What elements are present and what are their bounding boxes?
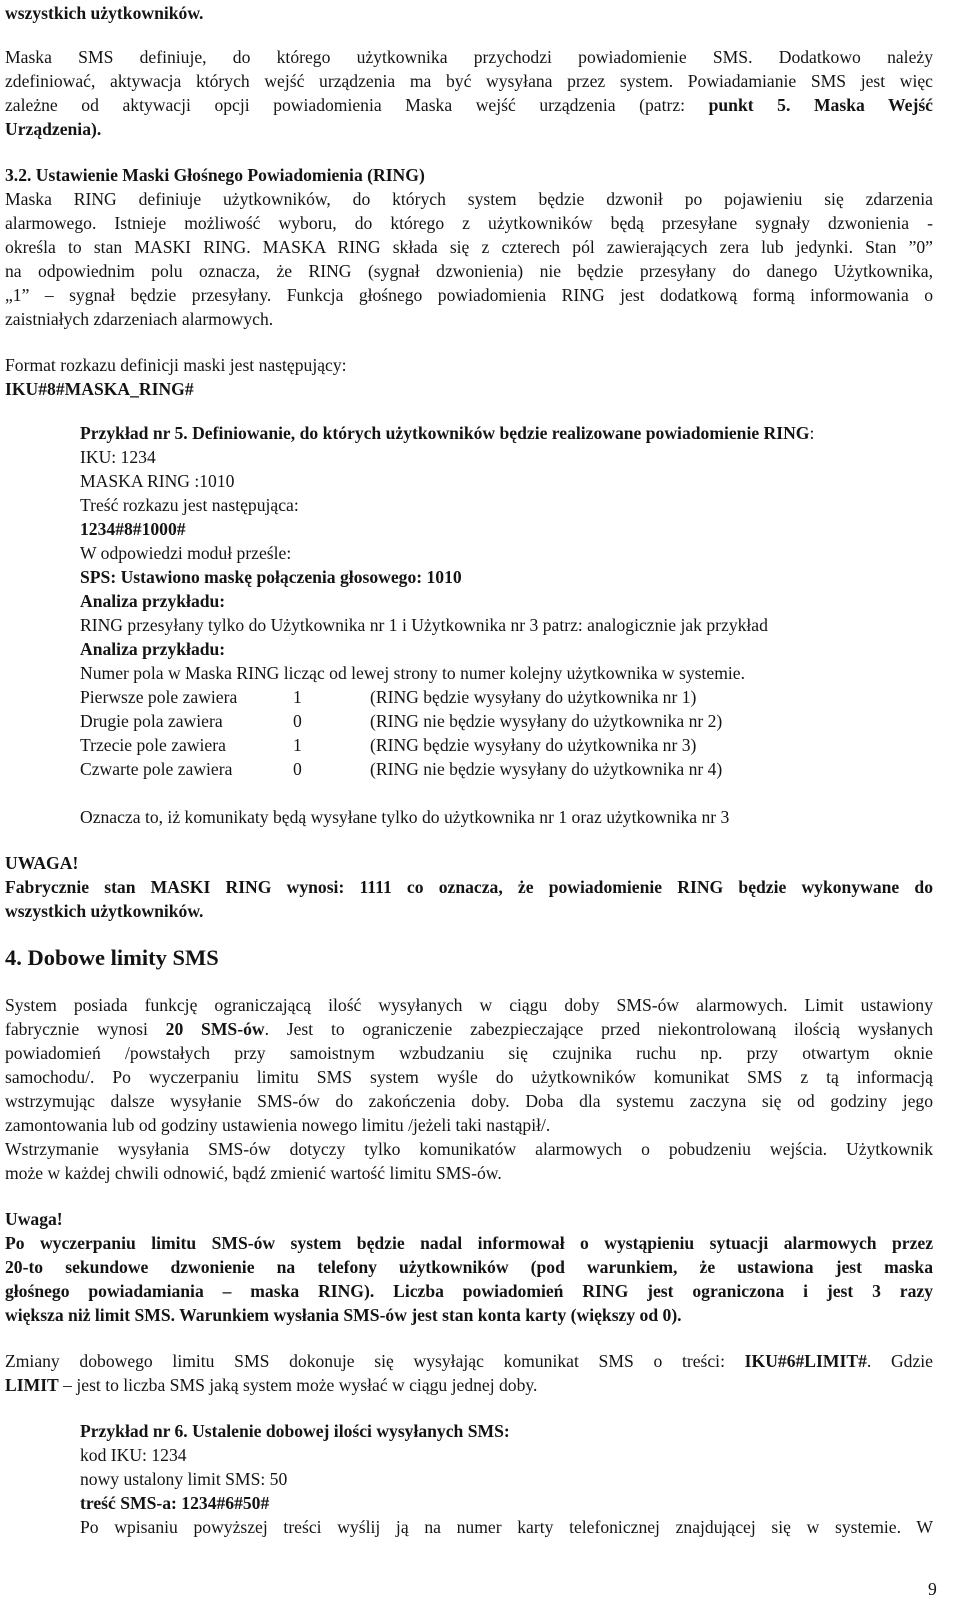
field-value: 0 (293, 759, 302, 779)
text-line: Fabrycznie stan MASKI RING wynosi: 1111 co oznacza, że powiadomienie RING będzie wykonywane do (5, 877, 933, 897)
page-number: 9 (928, 1579, 937, 1599)
text-line: Numer pola w Maska RING licząc od lewej strony to numer kolejny użytkownika w systemie. (80, 663, 745, 683)
text-line: określa to stan MASKI RING. MASKA RING składa się z czterech pól zawierających zera lub jedynki. Stan ”0” (5, 237, 933, 257)
text-line: RING przesyłany tylko do Użytkownika nr 1 i Użytkownika nr 3 patrz: analogicznie jak przykład (80, 615, 768, 635)
text-line: Format rozkazu definicji maski jest następujący: (5, 355, 347, 375)
text-line: Przykład nr 6. Ustalenie dobowej ilości wysyłanych SMS: (80, 1421, 510, 1441)
field-note: (RING nie będzie wysyłany do użytkownika nr 4) (370, 759, 723, 779)
text-line: Oznacza to, iż komunikaty będą wysyłane tylko do użytkownika nr 1 oraz użytkownika nr 3 (80, 807, 730, 827)
text-line: Analiza przykładu: (80, 639, 226, 659)
text-line (5, 1374, 933, 1398)
text-line: UWAGA! (5, 853, 79, 873)
text-line: zamontowania lub od godziny ustawienia nowego limitu /jeżeli taki nastąpił/. (5, 1115, 551, 1135)
section-heading: 4. Dobowe limity SMS (5, 945, 219, 970)
text-segment: . Jest to ograniczenie zabezpieczające przed niekontrolowaną ilością wysłanych (264, 1019, 933, 1039)
text-segment: Przykład nr 5. Definiowanie, do których użytkowników będzie realizowane powiadomienie RING (80, 423, 810, 443)
text-segment: System posiada funkcję ograniczającą ilość wysyłanych w ciągu doby SMS-ów alarmowych. Limit ustawiony (5, 995, 933, 1015)
field-label: Drugie pola zawiera (80, 711, 223, 731)
text-line: głośnego powiadamiania – maska RING). Liczba powiadomień RING jest ograniczona i jest 3 razy (5, 1281, 933, 1301)
text-line: Analiza przykładu: (80, 591, 226, 611)
field-label: Trzecie pole zawiera (80, 735, 226, 755)
text-line: nowy ustalony limit SMS: 50 (80, 1469, 288, 1489)
text-line: IKU#8#MASKA_RING# (5, 379, 194, 399)
text-line: 20-to sekundowe dzwonienie na telefony użytkowników (pod warunkiem, że ustawiona jest maska (5, 1257, 933, 1277)
field-value: 1 (293, 687, 302, 707)
text-line: W odpowiedzi moduł prześle: (80, 543, 292, 563)
text-segment: 20 SMS-ów (165, 1019, 265, 1039)
text-segment: fabrycznie wynosi (5, 1019, 166, 1039)
text-line: Uwaga! (5, 1209, 63, 1229)
text-line: wszystkich użytkowników. (5, 3, 204, 23)
text-line: SPS: Ustawiono maskę połączenia głosowego: 1010 (80, 567, 462, 587)
field-note: (RING będzie wysyłany do użytkownika nr 1) (370, 687, 697, 707)
text-line: Maska RING definiuje użytkowników, do których system będzie dzwonił po pojawieniu się zdarzenia (5, 189, 933, 209)
text-line: powiadomień /powstałych przy samoistnym wzbudzaniu się czujnika ruchu np. przy otwartym oknie (5, 1043, 933, 1063)
text-line: na odpowiednim polu oznacza, że RING (sygnał dzwonienia) nie będzie przesyłany do danego Użytkownika, (5, 261, 933, 281)
text-line: Urządzenia). (5, 119, 102, 139)
text-line: Treść rozkazu jest następująca: (80, 495, 299, 515)
text-line: może w każdej chwili odnowić, bądź zmienić wartość limitu SMS-ów. (5, 1163, 502, 1183)
text-segment: – jest to liczba SMS jaką system może wysłać w ciągu jednej doby. (58, 1375, 538, 1395)
field-note: (RING będzie wysyłany do użytkownika nr 3) (370, 735, 697, 755)
text-line: Po wyczerpaniu limitu SMS-ów system będzie nadal informował o wystąpieniu sytuacji alarmowych przez (5, 1233, 933, 1253)
field-value: 1 (293, 735, 302, 755)
text-line (80, 422, 933, 446)
text-segment: Zmiany dobowego limitu SMS dokonuje się wysyłając komunikat SMS o treści: (5, 1351, 745, 1371)
text-segment: zależne od aktywacji opcji powiadomienia Maska wejść urządzenia (patrz: (5, 95, 709, 115)
text-line: wstrzymując dalsze wysyłanie SMS-ów do zakończenia doby. Doba dla systemu zaczyna się od godziny jego (5, 1091, 933, 1111)
text-line: 1234#8#1000# (80, 519, 186, 539)
text-line: Maska SMS definiuje, do którego użytkownika przychodzi powiadomienie SMS. Dodatkowo należy (5, 47, 933, 67)
text-line: zdefiniować, aktywacja których wejść urządzenia ma być wysyłana przez system. Powiadamianie SMS jest więc (5, 71, 933, 91)
text-line: 3.2. Ustawienie Maski Głośnego Powiadomienia (RING) (5, 165, 425, 185)
text-segment: : (809, 423, 815, 443)
text-line: „1” – sygnał będzie przesyłany. Funkcja głośnego powiadomienia RING jest dodatkową formą informowania o (5, 285, 933, 305)
field-label: Czwarte pole zawiera (80, 759, 233, 779)
field-note: (RING nie będzie wysyłany do użytkownika nr 2) (370, 711, 723, 731)
text-line (5, 1350, 933, 1374)
text-line (5, 94, 933, 118)
text-line: wszystkich użytkowników. (5, 901, 204, 921)
text-line: IKU: 1234 (80, 447, 156, 467)
text-segment: LIMIT (5, 1375, 59, 1395)
text-line: Wstrzymanie wysyłania SMS-ów dotyczy tylko komunikatów alarmowych o pobudzeniu wejścia. Użytkownik (5, 1139, 933, 1159)
text-line: kod IKU: 1234 (80, 1445, 187, 1465)
text-line: zaistniałych zdarzeniach alarmowych. (5, 309, 274, 329)
field-label: Pierwsze pole zawiera (80, 687, 238, 707)
field-value: 0 (293, 711, 302, 731)
text-line (5, 1018, 933, 1042)
text-segment: . Gdzie (866, 1351, 933, 1371)
text-segment: punkt 5. Maska Wejść (708, 95, 933, 115)
text-segment: IKU#6#LIMIT# (744, 1351, 867, 1371)
text-line: MASKA RING :1010 (80, 471, 235, 491)
text-line: alarmowego. Istnieje możliwość wyboru, do którego z użytkowników będą przesyłane sygnały dzwonienia - (5, 213, 933, 233)
text-line: treść SMS-a: 1234#6#50# (80, 1493, 270, 1513)
text-line: Po wpisaniu powyższej treści wyślij ją na numer karty telefonicznej znajdującej się w systemie. W (80, 1517, 933, 1537)
text-line: większa niż limit SMS. Warunkiem wysłania SMS-ów jest stan konta karty (większy od 0). (5, 1305, 682, 1325)
text-line (5, 994, 933, 1018)
text-line: samochodu/. Po wyczerpaniu limitu SMS system wyśle do użytkowników komunikat SMS z tą informacją (5, 1067, 933, 1087)
